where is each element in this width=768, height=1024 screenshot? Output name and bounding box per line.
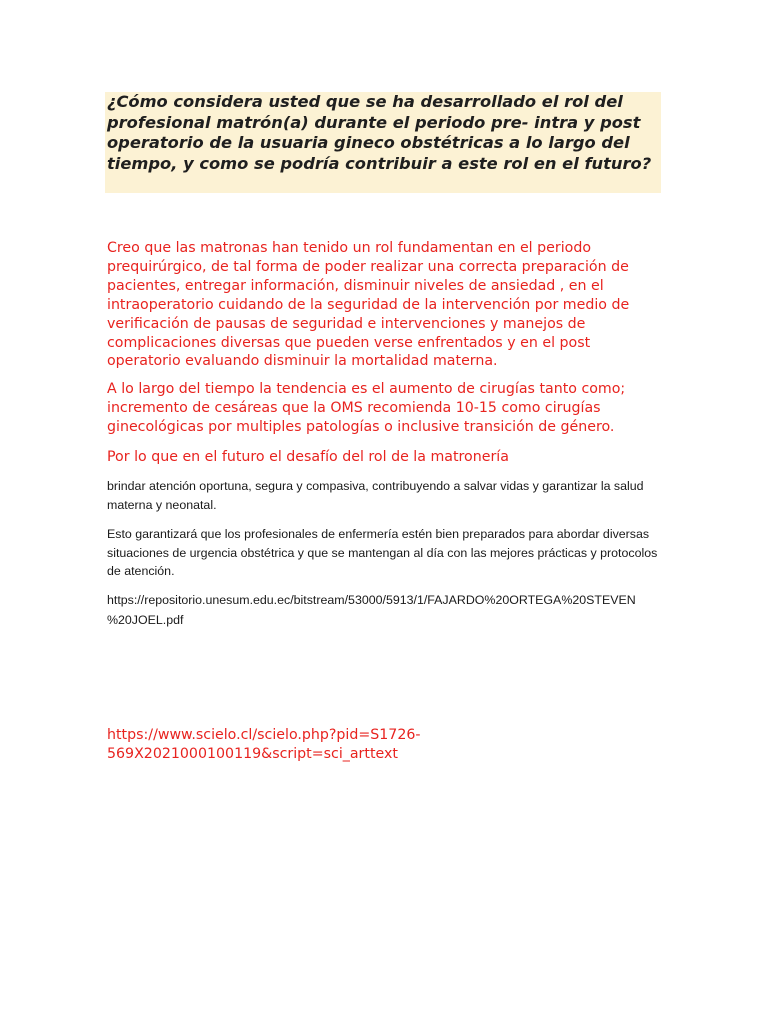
paragraph-future-challenge: Por lo que en el futuro el desafío del rol de la matronería [107,449,509,465]
reference-link-repositorio[interactable]: https://repositorio.unesum.edu.ec/bitstream/53000/5913/1/FAJARDO%20ORTEGA%20STEVEN %20JOEL.pdf [107,593,636,627]
paragraph-timely-care: brindar atención oportuna, segura y compasiva, contribuyendo a salvar vidas y garantizar la salud materna y neonatal. [107,479,644,512]
paragraph-trends: A lo largo del tiempo la tendencia es el aumento de cirugías tanto como; incremento de cesáreas que la OMS recomienda 10-15 como cirugías ginecológicas por multiples patologías o inclusive transición de género. [107,381,626,435]
question-heading: ¿Cómo considera usted que se ha desarrollado el rol del profesional matrón(a) durante el periodo pre- intra y post operatorio de la usuaria gineco obstétricas a lo largo del tiempo, y como se podría contribuir a este rol en el futuro? [107,92,652,173]
reference-link-scielo[interactable]: https://www.scielo.cl/scielo.php?pid=S1726- 569X2021000100119&script=sci_arttext [107,727,421,762]
paragraph-roles: Creo que las matronas han tenido un rol fundamentan en el periodo prequirúrgico, de tal forma de poder realizar una correcta preparación de pacientes, entregar información, disminuir niveles de ansiedad , en el intraoperatorio cuidando de la seguridad de la intervención por medio de verificación de pausas de seguridad e intervenciones y manejos de complicaciones diversas que pueden verse enfrentados y en el post operatorio evaluando disminuir la mortalidad materna. [107,240,630,370]
paragraph-preparation: Esto garantizará que los profesionales de enfermería estén bien preparados para abordar diversas situaciones de urgencia obstétrica y que se mantengan al día con las mejores prácticas y protocolos de atención. [107,527,658,578]
question-highlight-box [105,92,661,193]
